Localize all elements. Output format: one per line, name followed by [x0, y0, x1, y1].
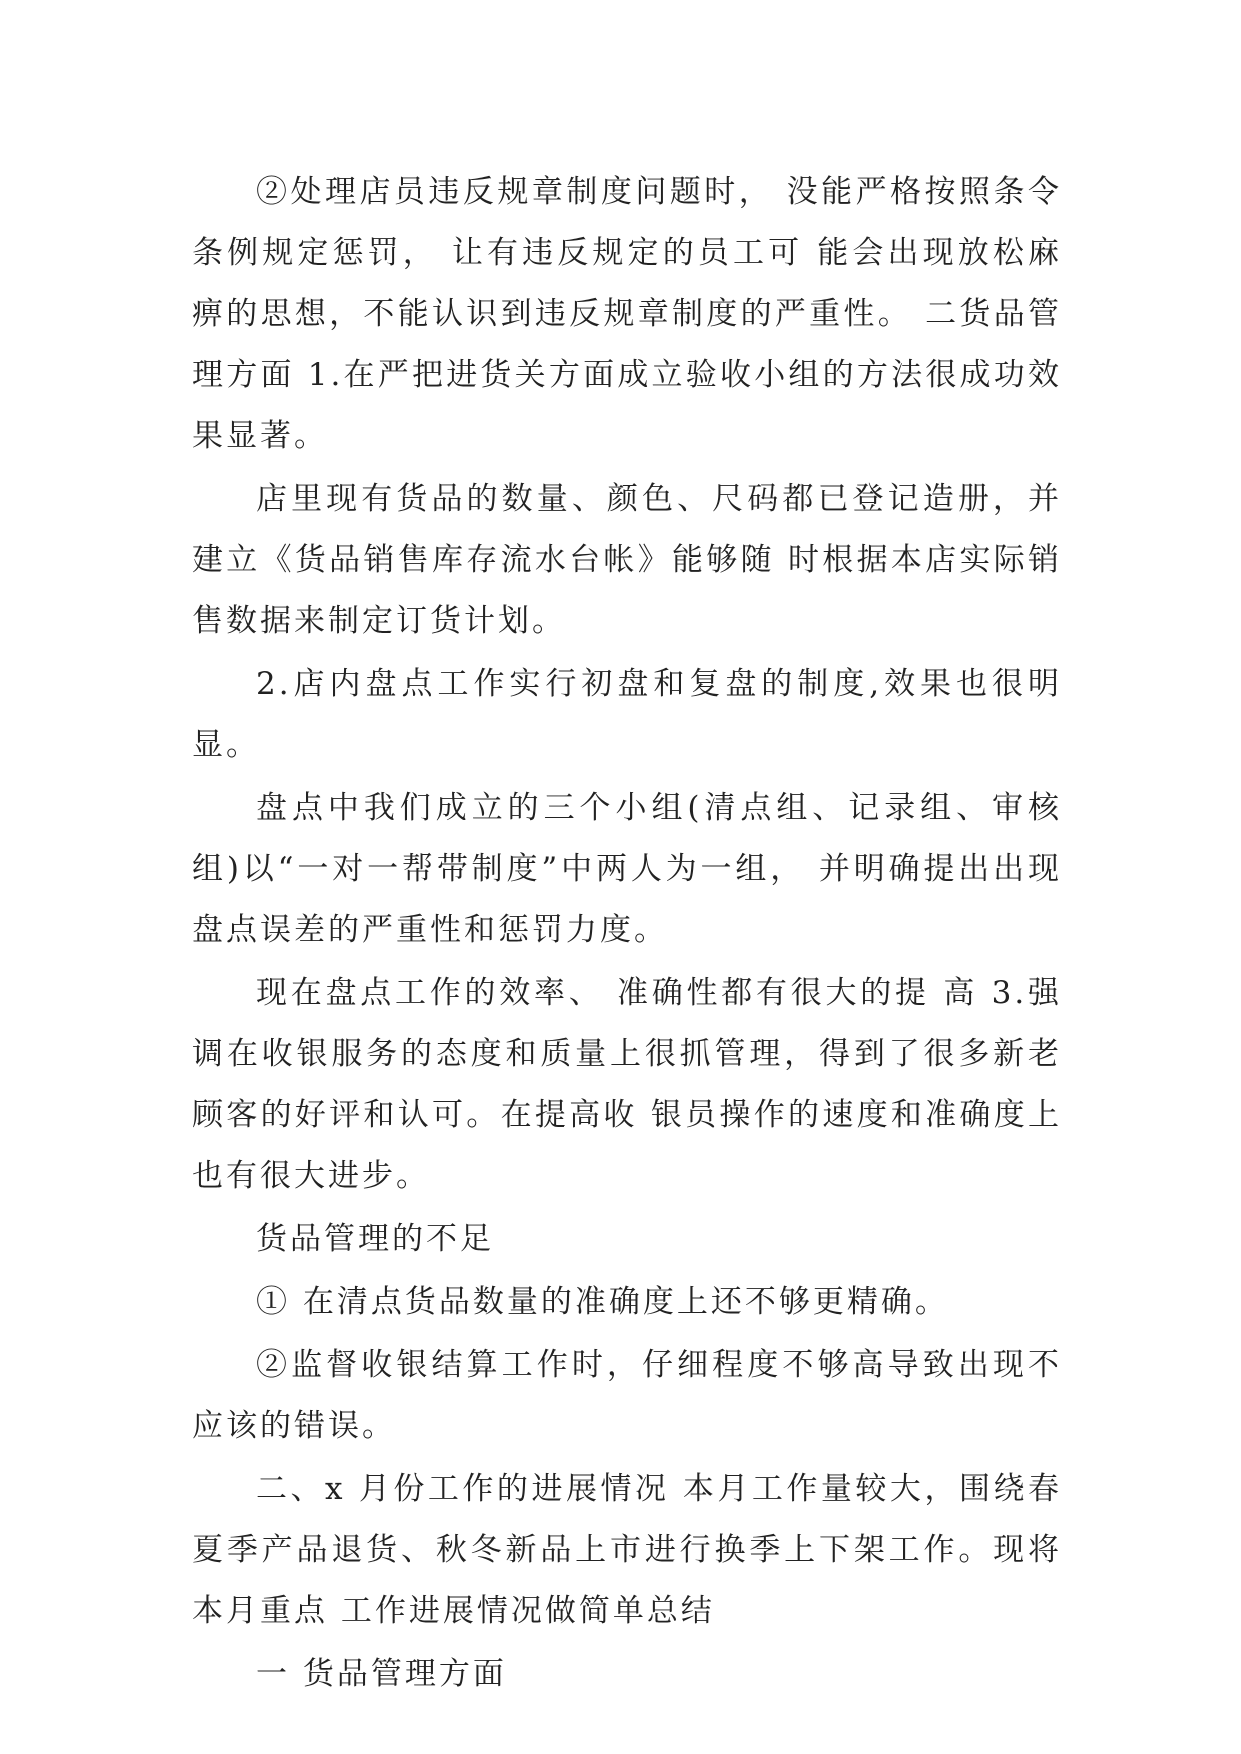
document-body — [192, 162, 1062, 1707]
paragraph: 二、x 月份工作的进展情况 本月工作量较大，围绕春夏季产品退货、秋冬新品上市进行换季上下架工作。现将本月重点 工作进展情况做简单总结 — [192, 1471, 1062, 1629]
paragraph: 一 货品管理方面 — [256, 1656, 507, 1692]
paragraph: 货品管理的不足 — [256, 1221, 494, 1257]
paragraph: 2.店内盘点工作实行初盘和复盘的制度,效果也很明显。 — [192, 666, 1062, 763]
paragraph: 店里现有货品的数量、颜色、尺码都已登记造册，并建立《货品销售库存流水台帐》能够随 时根据本店实际销售数据来制定订货计划。 — [192, 481, 1062, 639]
paragraph: 盘点中我们成立的三个小组(清点组、记录组、审核组)以“一对一帮带制度”中两人为一组， 并明确提出出现盘点误差的严重性和惩罚力度。 — [192, 790, 1062, 948]
paragraph: ②监督收银结算工作时，仔细程度不够高导致出现不应该的错误。 — [192, 1347, 1062, 1444]
paragraph: ① 在清点货品数量的准确度上还不够更精确。 — [256, 1284, 949, 1320]
paragraph: ②处理店员违反规章制度问题时， 没能严格按照条令条例规定惩罚， 让有违反规定的员工可 能会出现放松麻痹的思想，不能认识到违反规章制度的严重性。 二货品管理方面 1.在严把进货关方面成立验收小组的方法很成功效果显著。 — [192, 174, 1062, 454]
paragraph: 现在盘点工作的效率、 准确性都有很大的提 高 3.强调在收银服务的态度和质量上很抓管理，得到了很多新老顾客的好评和认可。在提高收 银员操作的速度和准确度上也有很大进步。 — [192, 975, 1062, 1194]
